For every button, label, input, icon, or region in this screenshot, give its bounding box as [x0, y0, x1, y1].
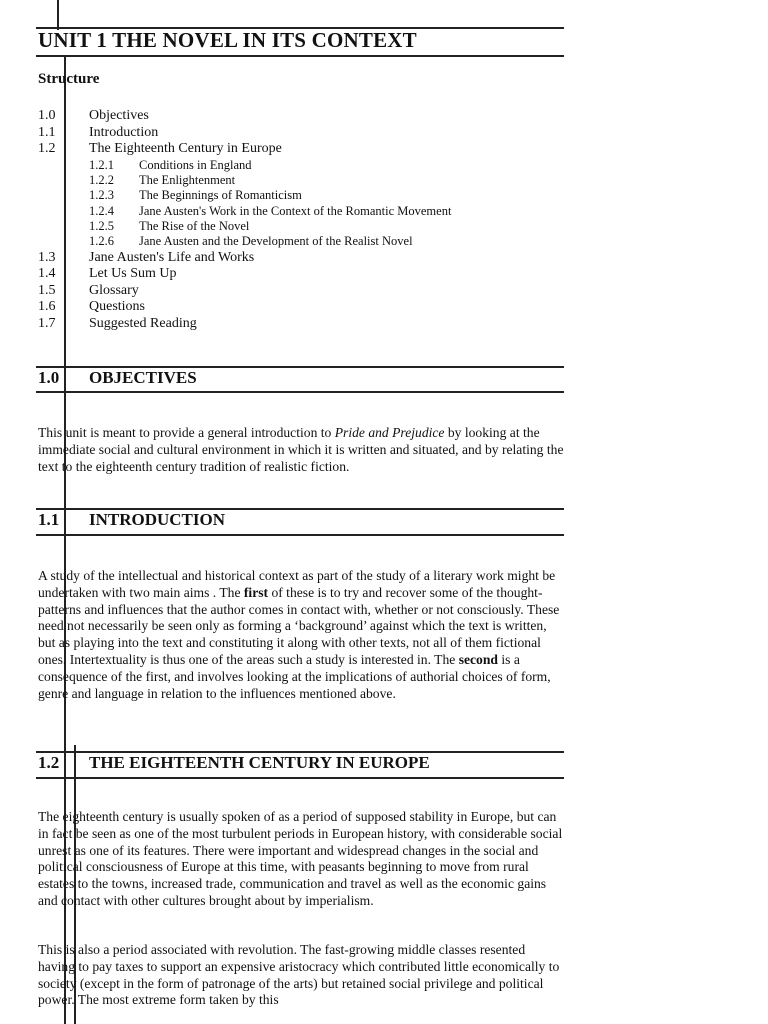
structure-heading: Structure	[38, 71, 100, 87]
section-rule-bottom	[36, 534, 564, 536]
table-of-contents	[38, 108, 558, 333]
toc-item-number: 1.5	[38, 282, 56, 298]
toc-item-number: 1.2	[38, 141, 56, 157]
section-rule-bottom	[36, 777, 564, 779]
toc-item-number: 1.3	[38, 249, 56, 265]
toc-item-label: Jane Austen's Life and Works	[89, 249, 255, 265]
toc-item-number: 1.6	[38, 299, 56, 315]
toc-item-number: 1.0	[38, 108, 56, 123]
toc-item-number: 1.2.5	[89, 218, 114, 233]
toc-item	[38, 173, 558, 188]
title-bottom-rule	[36, 55, 564, 57]
toc-item-label: Jane Austen and the Development of the Realist Novel	[139, 234, 413, 249]
toc-item	[38, 108, 558, 125]
eighteenth-century-paragraph-2: This is also a period associated with revolution. The fast-growing middle classes resented having to pay taxes to support an expensive aristocracy which contributed little economically to society (except in the form of patronage of the arts) but retained social privilege and political power. The most extreme form taken by this	[38, 942, 560, 1008]
toc-item-number: 1.7	[38, 315, 56, 331]
section-title: OBJECTIVES	[89, 368, 197, 387]
toc-item-label: Let Us Sum Up	[89, 266, 177, 282]
toc-item-number: 1.2.4	[89, 203, 114, 218]
toc-item-label: The Beginnings of Romanticism	[139, 188, 302, 203]
toc-item-label: The Eighteenth Century in Europe	[89, 141, 282, 157]
toc-item	[38, 250, 558, 267]
toc-item-label: Introduction	[89, 124, 159, 140]
eighteenth-century-paragraph-1: The eighteenth century is usually spoken of as a period of supposed stability in Europe, but can in fact be seen as one of the most turbulent periods in European history, with considerable social unrest as one of its features. There were important and widespread changes in the social and political consciousness of Europe at this time, with peasants beginning to move from rural estates to the towns, increased trade, communication and travel as well as the economic gains and contact with other cultures brought about by imperialism.	[38, 809, 563, 908]
toc-item-label: The Rise of the Novel	[139, 218, 250, 233]
toc-item-number: 1.2.3	[89, 188, 114, 203]
introduction-paragraph: A study of the intellectual and historical context as part of the study of a literary work might be undertaken with two main aims . The first of these is to try and recover some of the thought-patterns and influences that the author comes in contact with, whether or not consciously. These need not necessarily be seen only as forming a ‘background’ against which the text is written, but as playing into the text and constituting it along with other texts, not all of them fictional ones. Intertextuality is thus one of the areas such a study is interested in. The second is a consequence of the first, and involves looking at the implications of authorial choices of form, genre and language in relation to the influences mentioned above.	[38, 568, 560, 701]
unit-title: UNIT 1 THE NOVEL IN ITS CONTEXT	[38, 28, 417, 52]
section-number: 1.0	[38, 368, 60, 387]
section-number: 1.2	[38, 753, 60, 772]
toc-item	[38, 219, 558, 234]
section-number: 1.1	[38, 510, 60, 529]
toc-item-number: 1.2.6	[89, 234, 114, 249]
toc-item	[38, 188, 558, 203]
toc-item-number: 1.4	[38, 266, 56, 282]
toc-item-label: Conditions in England	[139, 157, 252, 172]
section-rule-bottom	[36, 391, 564, 393]
toc-item	[38, 158, 558, 173]
toc-item	[38, 266, 558, 283]
toc-item	[38, 283, 558, 300]
toc-item	[38, 125, 558, 142]
toc-item	[38, 316, 558, 333]
toc-item-label: Suggested Reading	[89, 315, 197, 331]
scan-line-artifact	[57, 0, 59, 30]
section-title: INTRODUCTION	[89, 510, 226, 529]
toc-item-number: 1.2.2	[89, 173, 114, 188]
book-title: Pride and Prejudice	[334, 425, 445, 440]
toc-item	[38, 141, 558, 158]
toc-item	[38, 204, 558, 219]
toc-item-label: Questions	[89, 299, 145, 315]
toc-item	[38, 299, 558, 316]
toc-item-number: 1.2.1	[89, 157, 114, 172]
toc-item-label: The Enlightenment	[139, 173, 236, 188]
toc-item-label: Jane Austen's Work in the Context of the Romantic Movement	[139, 203, 452, 218]
objectives-paragraph: This unit is meant to provide a general introduction to Pride and Prejudice by looking at the immediate social and cultural environment in which it is written and situated, and by relating the text to the eighteenth century tradition of realistic fiction.	[38, 425, 564, 474]
toc-item-label: Objectives	[89, 108, 149, 123]
toc-item-label: Glossary	[89, 282, 139, 298]
toc-item	[38, 234, 558, 249]
toc-item-number: 1.1	[38, 124, 56, 140]
section-title: THE EIGHTEENTH CENTURY IN EUROPE	[89, 753, 430, 772]
